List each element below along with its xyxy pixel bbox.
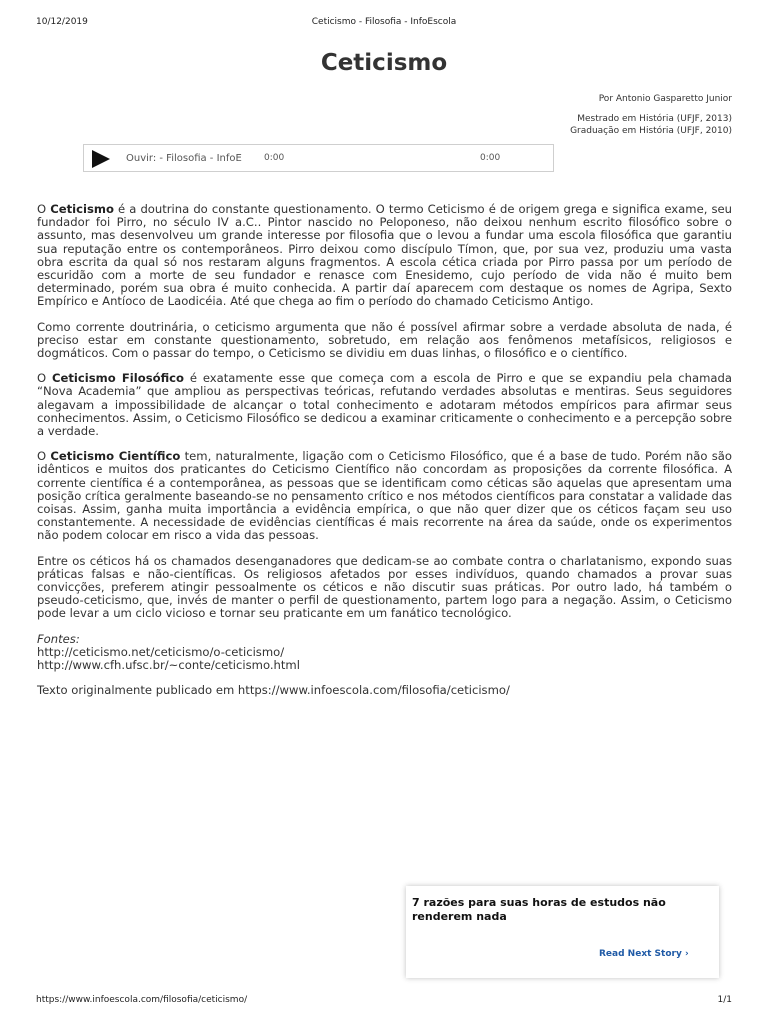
chevron-right-icon: › <box>684 949 689 959</box>
sources-label: Fontes: <box>37 631 80 646</box>
paragraph-doctrine: Como corrente doutrinária, o ceticismo argumenta que não é possível afirmar sobre a verdade absoluta de nada, é preciso estar em constante questionamento, sobretudo, em relação aos fenômenos metafísicos, religiosos e dogmáticos. Com o passar do tempo, o Ceticismo se dividiu em duas linhas, o filosófico e o científico. <box>37 319 732 361</box>
print-page-title: Ceticismo - Filosofia - InfoEscola <box>311 17 457 27</box>
article-title: Ceticismo <box>320 50 448 76</box>
audio-duration: 0:00 <box>480 153 501 163</box>
page-number: 1/1 <box>717 995 732 1005</box>
next-story-title[interactable]: 7 razões para suas horas de estudos não renderem nada <box>412 896 666 923</box>
play-icon[interactable] <box>92 150 110 168</box>
sources <box>37 633 732 698</box>
read-next-story-link[interactable]: Read Next Story › <box>599 949 689 959</box>
term-ceticismo-cientifico: Ceticismo Científico <box>50 449 181 464</box>
term-ceticismo: Ceticismo <box>50 202 114 216</box>
source-link[interactable]: http://www.cfh.ufsc.br/~conte/ceticismo.html <box>37 658 300 673</box>
source-link[interactable]: http://ceticismo.net/ceticismo/o-ceticismo/ <box>37 644 285 659</box>
paragraph-intro: O Ceticismo é a doutrina do constante questionamento. O termo Ceticismo é de origem grega e significa exame, seu fundador foi Pirro, no século IV a.C.. Pintor nascido no Peloponeso, não deixou nenhum escrito filosófico sobre o assunto, mas desenvolveu um grande interesse por filosofia que o levou a fundar uma escola filosófica que garantiu sua reputação entre os contemporâneos. Pirro deixou como discípulo Tímon, que, por sua vez, produziu uma vasta obra escrita da qual só nos restaram alguns fragmentos. A escola cética criada por Pirro passa por um período de escuridão com a morte de seu fundador e renasce com Enesidemo, cujo período de vida não é muito bem determinado, porém sua obra é muito conhecida. A partir daí aparecem com destaque os nomes de Agripa, Sexto Empírico e Antíoco de Laodicéia. Até que chega ao fim o período do chamado Ceticismo Antigo. <box>37 202 732 309</box>
audio-current-time: 0:00 <box>264 153 285 163</box>
audio-player <box>83 144 554 172</box>
print-url: https://www.infoescola.com/filosofia/ceticismo/ <box>36 995 248 1005</box>
article-body <box>37 203 732 698</box>
paragraph-debunkers: Entre os céticos há os chamados desenganadores que dedicam-se ao combate contra o charlatanismo, expondo suas práticas falsas e não-científicas. Os religiosos afetados por esses indivíduos, quando chamados a provar suas convicções, preferem atingir pessoalmente os céticos e não discutir suas práticas. Por outro lado, há também o pseudo-ceticismo, que, invés de manter o perfil de questionamento, partem logo para a negação. Assim, o Ceticismo pode levar a um ciclo vicioso e tornar seu praticante em um fanático tecnológico. <box>37 553 732 621</box>
author-degree-masters: Mestrado em História (UFJF, 2013) <box>577 114 732 124</box>
paragraph-scientific: O Ceticismo Científico tem, naturalmente, ligação com o Ceticismo Filosófico, que é a base de tudo. Porém não são idênticos e muitos dos praticantes do Ceticismo Científico não concordam as proposições da corrente filosófica. A corrente científica é a contemporânea, as pessoas que se identificam como céticas são aquelas que apresentam uma posição crítica geralmente baseando-se no pensamento crítico e nos métodos científicos para constatar a validade das coisas. Assim, ganha muita importância a evidência empírica, o que não quer dizer que os céticos façam seu uso constantemente. A necessidade de evidências científicas é mais recorrente na área da saúde, onde os experimentos não podem colocar em risco a vida das pessoas. <box>37 449 732 543</box>
next-story-card[interactable] <box>406 886 719 978</box>
original-publication-note: Texto originalmente publicado em https://www.infoescola.com/filosofia/ceticismo/ <box>37 683 510 698</box>
term-ceticismo-filosofico: Ceticismo Filosófico <box>51 371 184 386</box>
paragraph-philosophical: O Ceticismo Filosófico é exatamente esse que começa com a escola de Pirro e que se expandiu pela chamada “Nova Academia” que ampliou as perspectivas teóricas, refutando verdades absolutas e mentiras. Seus seguidores alegavam a impossibilidade de alcançar o total conhecimento e adotaram métodos empíricos para afirmar seus conhecimentos. Assim, o Ceticismo Filosófico se dedicou a examinar criticamente o conhecimento e a percepção sobre a verdade. <box>37 371 732 439</box>
audio-label: Ouvir: - Filosofia - InfoE <box>126 153 242 164</box>
author-degree-graduation: Graduação em História (UFJF, 2010) <box>570 126 732 136</box>
print-date: 10/12/2019 <box>36 17 88 27</box>
author-byline[interactable]: Por Antonio Gasparetto Junior <box>598 94 732 104</box>
